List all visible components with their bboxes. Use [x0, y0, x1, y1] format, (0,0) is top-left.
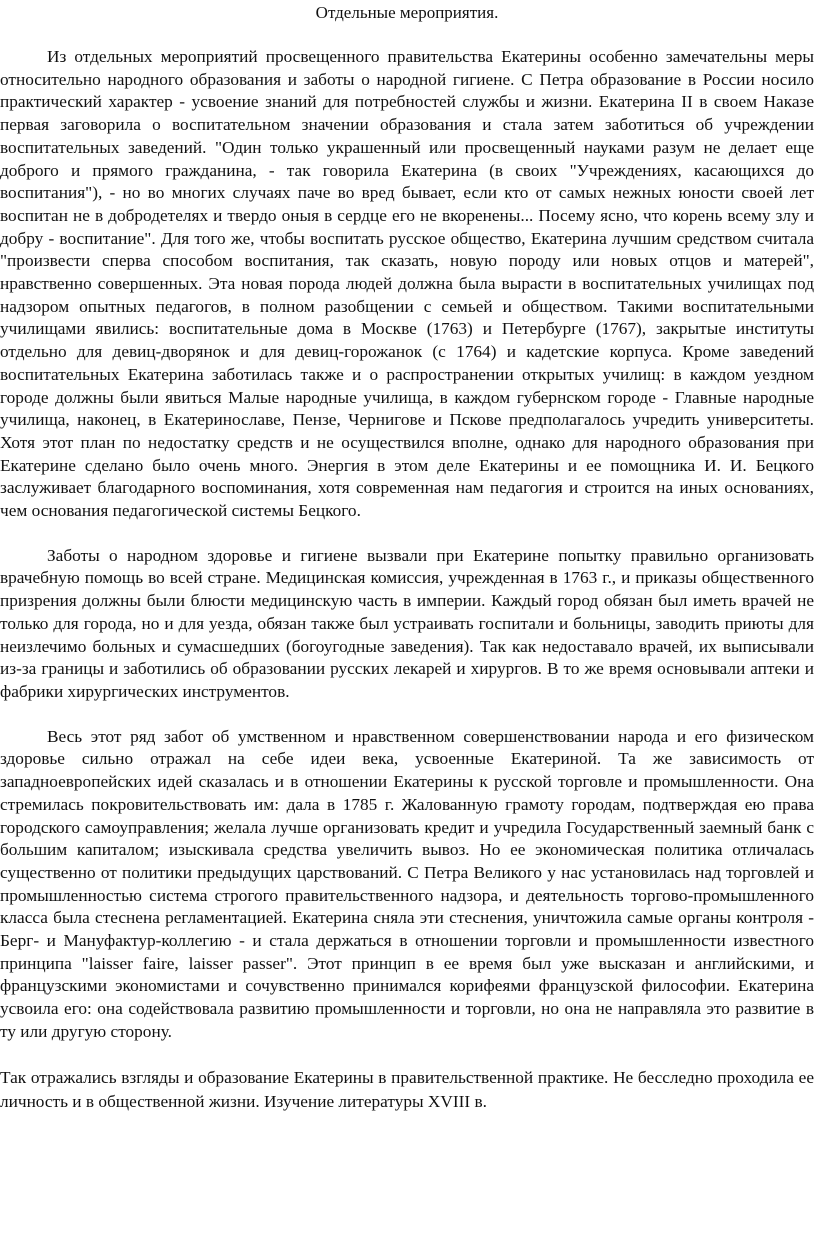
paragraph-hygiene: Заботы о народном здоровье и гигиене вызвали при Екатерине попытку правильно организовать врачебную помощь во всей стране. Медицинская комиссия, учрежденная в 1763 г., и приказы общественного призрения должны были блюсти медицинскую часть в империи. Каждый город обязан был иметь врачей не только для города, но и для уезда, обязан также был устраивать госпитали и больницы, заводить приюты для неизлечимо больных и сумасшедших (богоугодные заведения). Так как недоставало врачей, их выписывали из-за границы и заботились об образовании русских лекарей и хирургов. В то же время основывали аптеки и фабрики хирургических инструментов. — [0, 545, 814, 701]
paragraph-conclusion: Так отражались взгляды и образование Екатерины в правительственной практике. Не бесследно проходила ее личность и в общественной жизни. Изучение литературы XVIII в. — [0, 1067, 814, 1112]
paragraph-education: Из отдельных мероприятий просвещенного правительства Екатерины особенно замечательны меры относительно народного образования и заботы о народной гигиене. С Петра образование в России носило практический характер - усвоение знаний для потребностей службы и жизни. Екатерина II в своем Наказе первая заговорила о воспитательном значении образования и стала затем заботиться об учреждении воспитательных заведений. "Один только украшенный или просвещенный науками разум не делает еще доброго и прямого гражданина, - так говорила Екатерина (в своих "Учреждениях, касающихся до воспитания"), - но во многих случаях паче во вред бывает, если кто от самых нежных юности своей лет воспитан не в добродетелях и твердо оныя в сердце его не вкоренены... Посему ясно, что корень всему злу и добру - воспитание". Для того же, чтобы воспитать русское общество, Екатерина лучшим средством считала "произвести сперва способом воспитания, так сказать, новую породу или новых отцов и матерей", нравственно совершенных. Эта новая порода людей должна была вырасти в воспитательных училищах под надзором опытных педагогов, в полном разобщении с семьей и обществом. Такими воспитательными училищами явились: воспитательные дома в Москве (1763) и Петербурге (1767), закрытые институты отдельно для девиц-дворянок и для девиц-горожанок (с 1764) и кадетские корпуса. Кроме заведений воспитательных Екатерина заботилась также и о распространении открытых училищ: в каждом уездном городе должны были явиться Малые народные училища, в каждом губернском городе - Главные народные училища, наконец, в Екатеринославе, Пензе, Чернигове и Пскове предполагалось учредить университеты. Хотя этот план по недостатку средств и не осуществился вполне, однако для народного образования при Екатерине сделано было очень много. Энергия в этом деле Екатерины и ее помощника И. И. Бецкого заслуживает благодарного воспоминания, хотя современная нам педагогия и строится на иных основаниях, чем основания педагогической системы Бецкого. — [0, 47, 814, 521]
document-title: Отдельные мероприятия. — [315, 3, 499, 22]
paragraph-economy: Весь этот ряд забот об умственном и нравственном совершенствовании народа и его физическом здоровье сильно отражал на себе идеи века, усвоенные Екатериной. Та же зависимость от западноевропейских идей сказалась и в отношении Екатерины к русской торговле и промышленности. Она стремилась покровительствовать им: дала в 1785 г. Жалованную грамоту городам, подтверждая ею права городского самоуправления; желала лучше организовать кредит и учредила Государственный заемный банк с большим капиталом; изыскивала средства увеличить вывоз. Но ее экономическая политика отличалась существенно от политики предыдущих царствований. С Петра Великого у нас установилась над торговлей и промышленностью система строгого правительственного надзора, и деятельность торгово-промышленного класса была стеснена регламентацией. Екатерина сняла эти стеснения, уничтожила самые органы контроля - Берг- и Мануфактур-коллегию - и стала держаться в отношении торговли и промышленности известного принципа "laisser faire, laisser passer". Этот принцип в ее время был уже высказан и английскими, и французскими экономистами и сочувственно принимался корифеями французской философии. Екатерина усвоила его: она содействовала развитию промышленности и торговли, но она не направляла это развитие в ту или другую сторону. — [0, 726, 814, 1041]
